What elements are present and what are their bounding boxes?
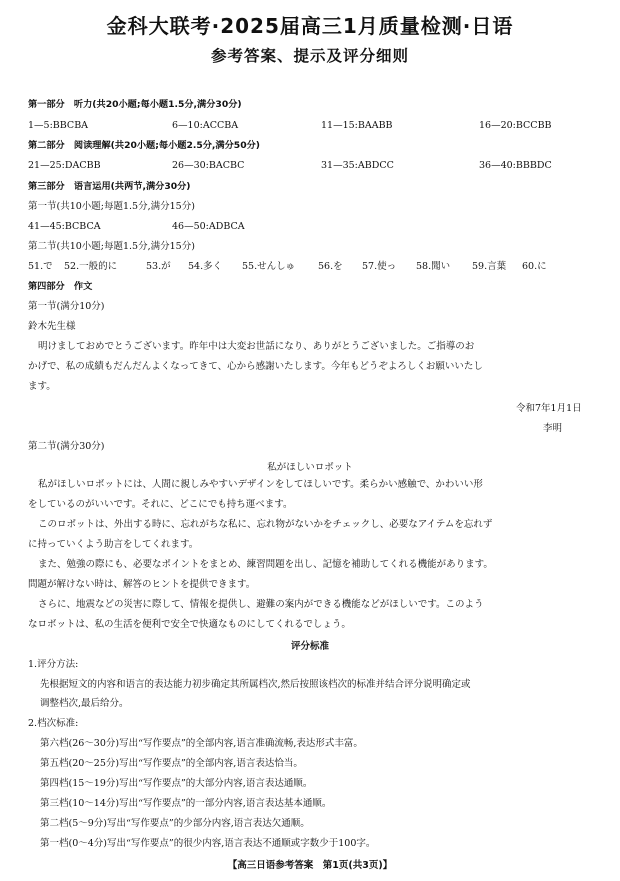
answer-group: 26—30:BACBC [172, 160, 245, 171]
fill-answer: 55.せんしゅ [242, 261, 296, 272]
letter-body-line: ます。 [28, 381, 56, 392]
fill-answer: 59.言葉 [472, 261, 507, 272]
scoring-level: 第二档(5～9分)写出“写作要点”的少部分内容,语言表达欠通顺。 [40, 818, 310, 829]
fill-answer: 58.聞い [416, 261, 451, 272]
fill-answer: 52.一般的に [64, 261, 118, 272]
essay-title: 私がほしいロボット [267, 462, 353, 473]
fill-answer: 57.使っ [362, 261, 397, 272]
answer-group: 6—10:ACCBA [172, 120, 239, 131]
page-footer: 【高三日语参考答案 第1页(共3页)】 [227, 860, 393, 871]
letter-body-line: 明けましておめでとうございます。昨年中は大変お世話になり、ありがとうございました。ご指導のお [38, 341, 475, 352]
fill-answer: 51.で [28, 261, 53, 272]
part4-heading: 第四部分 作文 [28, 281, 93, 292]
essay-line: このロボットは、外出する時に、忘れがちな私に、忘れ物がないかをチェックし、必要なアイテムを忘れず [38, 519, 493, 530]
letter-date: 令和7年1月1日 [516, 403, 582, 414]
essay-line: をしているのがいいです。それに、どこにでも持ち運べます。 [28, 499, 293, 510]
essay-line: なロボットは、私の生活を便利で安全で快適なものにしてくれるでしょう。 [28, 619, 351, 630]
scoring-level: 第三档(10～14分)写出“写作要点”的一部分内容,语言表达基本通顺。 [40, 798, 332, 809]
letter-body-line: かげで、私の成績もだんだんよくなってきて、心から感謝いたします。今年もどうぞよろしくお願いいたし [28, 361, 483, 372]
part4-section2-heading: 第二节(满分30分) [28, 441, 105, 452]
essay-line: また、勉強の際にも、必要なポイントをまとめ、練習問題を出し、記憶を補助してくれる機能があります。 [38, 559, 493, 570]
page-subtitle: 参考答案、提示及评分细则 [210, 47, 409, 65]
essay-line: 問題が解けない時は、解答のヒントを提供できます。 [28, 579, 256, 590]
letter-signer: 李明 [543, 423, 563, 434]
scoring-level: 第五档(20～25分)写出“写作要点”的全部内容,语言表达恰当。 [40, 758, 303, 769]
essay-line: 私がほしいロボットには、人間に親しみやすいデザインをしてほしいです。柔らかい感触で、かわいい形 [38, 479, 483, 490]
essay-line: に持っていくよう助言をしてくれます。 [28, 539, 199, 550]
part1-heading: 第一部分 听力(共20小题;每小题1.5分,满分30分) [28, 99, 242, 110]
answer-group: 16—20:BCCBB [479, 120, 552, 131]
part3-section1-heading: 第一节(共10小题;每题1.5分,满分15分) [28, 201, 195, 212]
answer-group: 31—35:ABDCC [321, 160, 394, 171]
part4-section1-heading: 第一节(满分10分) [28, 301, 105, 312]
page-title: 金科大联考·2025届高三1月质量检测·日语 [106, 14, 514, 38]
fill-answer: 54.多く [188, 261, 223, 272]
essay-line: さらに、地震などの災害に際して、情報を提供し、避難の案内ができる機能などがほしいです。このよう [38, 599, 484, 610]
answer-group: 41—45:BCBCA [28, 221, 101, 232]
answer-group: 21—25:DACBB [28, 160, 101, 171]
answer-group: 36—40:BBBDC [479, 160, 552, 171]
scoring-heading: 评分标准 [290, 641, 329, 652]
fill-answer: 60.に [522, 261, 547, 272]
scoring-levels-label: 2.档次标准: [28, 718, 79, 729]
scoring-method-label: 1.评分方法: [28, 659, 79, 670]
answer-group: 46—50:ADBCA [172, 221, 245, 232]
part3-heading: 第三部分 语言运用(共两节,满分30分) [28, 181, 191, 192]
fill-answer: 56.を [318, 261, 343, 272]
part2-heading: 第二部分 阅读理解(共20小题;每小题2.5分,满分50分) [28, 140, 260, 151]
scoring-level: 第六档(26～30分)写出“写作要点”的全部内容,语言准确流畅,表达形式丰富。 [40, 738, 363, 749]
scoring-method-text: 调整档次,最后给分。 [40, 698, 129, 709]
fill-answer: 53.が [146, 261, 171, 272]
scoring-method-text: 先根据短文的内容和语言的表达能力初步确定其所属档次,然后按照该档次的标准并结合评分说明确定或 [40, 679, 471, 690]
answer-group: 1—5:BBCBA [28, 120, 89, 131]
letter-salutation: 鈴木先生様 [28, 321, 76, 332]
answer-group: 11—15:BAABB [321, 120, 393, 131]
part3-section2-heading: 第二节(共10小题;每题1.5分,满分15分) [28, 241, 195, 252]
scoring-level: 第四档(15～19分)写出“写作要点”的大部分内容,语言表达通顺。 [40, 778, 313, 789]
scoring-level: 第一档(0～4分)写出“写作要点”的很少内容,语言表达不通顺或字数少于100字。 [40, 838, 376, 849]
